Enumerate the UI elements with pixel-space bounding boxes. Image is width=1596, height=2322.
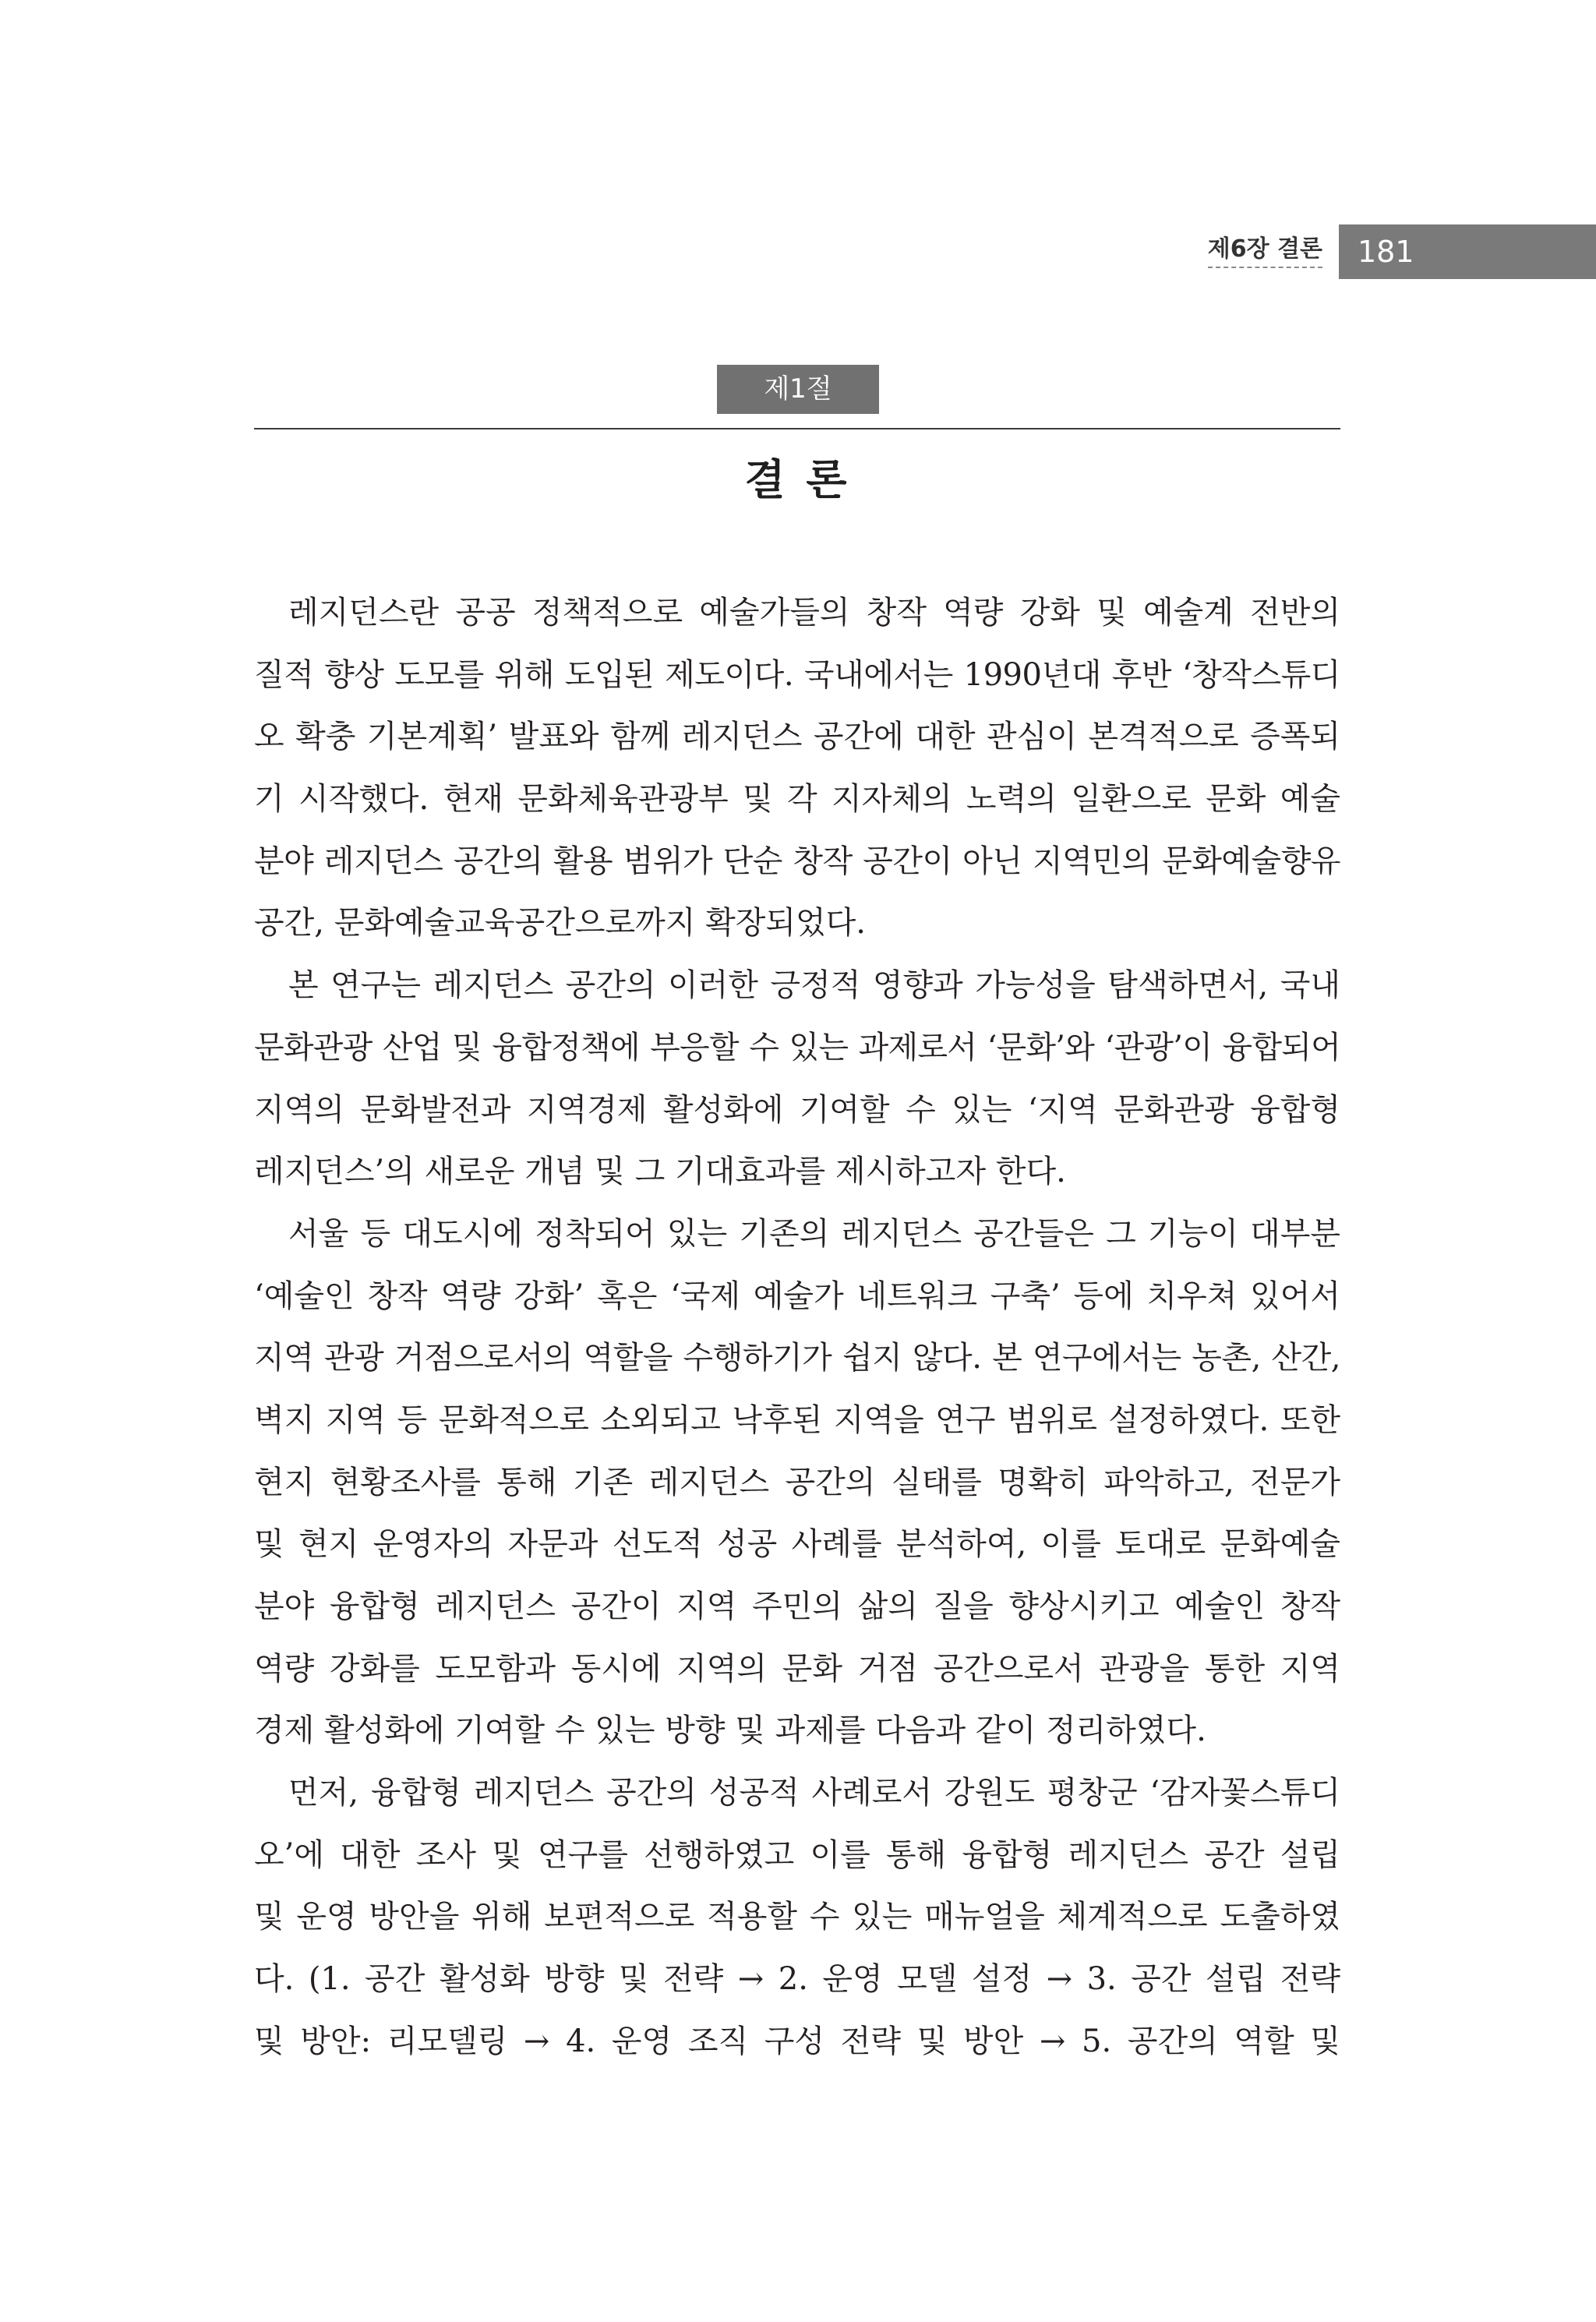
body-line: 먼저, 융합형 레지던스 공간의 성공적 사례로서 강원도 평창군 ‘감자꽃스튜디 (288, 1775, 1340, 1811)
paragraph-1 (254, 582, 1340, 955)
body-line: 기 시작했다. 현재 문화체육관광부 및 각 지자체의 노력의 일환으로 문화 예술 (254, 781, 1340, 818)
section-badge: 제1절 (717, 365, 879, 414)
body-line: 질적 향상 도모를 위해 도입된 제도이다. 국내에서는 1990년대 후반 ‘창작스튜디 (254, 656, 1340, 693)
body-line: 본 연구는 레지던스 공간의 이러한 긍정적 영향과 가능성을 탐색하면서, 국내 (288, 967, 1340, 1004)
chapter-label: 제6장 결론 (1208, 234, 1322, 268)
body-text (254, 582, 1340, 2073)
body-line: 및 현지 운영자의 자문과 선도적 성공 사례를 분석하여, 이를 토대로 문화예술 (254, 1526, 1340, 1563)
body-line: ‘예술인 창작 역량 강화’ 혹은 ‘국제 예술가 네트워크 구축’ 등에 치우쳐 있어서 (254, 1278, 1340, 1314)
page-number-tab (1339, 224, 1596, 279)
body-line: 레지던스란 공공 정책적으로 예술가들의 창작 역량 강화 및 예술계 전반의 (288, 595, 1340, 631)
paragraph-3 (254, 1203, 1340, 1762)
page-number: 181 (1358, 235, 1414, 269)
body-line: 경제 활성화에 기여할 수 있는 방향 및 과제를 다음과 같이 정리하였다. (254, 1712, 1206, 1749)
paragraph-2 (254, 955, 1340, 1203)
rule-divider (254, 428, 1340, 429)
body-line: 및 방안: 리모델링 → 4. 운영 조직 구성 전략 및 방안 → 5. 공간의 역할 및 (254, 2023, 1340, 2059)
body-line: 공간, 문화예술교육공간으로까지 확장되었다. (254, 905, 867, 942)
body-line: 분야 레지던스 공간의 활용 범위가 단순 창작 공간이 아닌 지역민의 문화예술향유 (254, 843, 1340, 879)
body-line: 오 확충 기본계획’ 발표와 함께 레지던스 공간에 대한 관심이 본격적으로 증폭되 (254, 719, 1340, 755)
body-line: 문화관광 산업 및 융합정책에 부응할 수 있는 과제로서 ‘문화’와 ‘관광’이 융합되어 (254, 1029, 1340, 1066)
body-line: 역량 강화를 도모함과 동시에 지역의 문화 거점 공간으로서 관광을 통한 지역 (254, 1650, 1340, 1687)
body-line: 벽지 지역 등 문화적으로 소외되고 낙후된 지역을 연구 범위로 설정하였다. 또한 (254, 1401, 1340, 1438)
body-line: 서울 등 대도시에 정착되어 있는 기존의 레지던스 공간들은 그 기능이 대부분 (288, 1215, 1340, 1252)
body-line: 다. (1. 공간 활성화 방향 및 전략 → 2. 운영 모델 설정 → 3. 공간 설립 전략 (254, 1961, 1340, 1998)
body-line: 및 운영 방안을 위해 보편적으로 적용할 수 있는 매뉴얼을 체계적으로 도출하였 (254, 1899, 1340, 1935)
body-line: 레지던스’의 새로운 개념 및 그 기대효과를 제시하고자 한다. (254, 1154, 1066, 1190)
body-line: 지역 관광 거점으로서의 역할을 수행하기가 쉽지 않다. 본 연구에서는 농촌, 산간, (254, 1340, 1340, 1377)
body-line: 오’에 대한 조사 및 연구를 선행하였고 이를 통해 융합형 레지던스 공간 설립 (254, 1836, 1340, 1873)
body-line: 현지 현황조사를 통해 기존 레지던스 공간의 실태를 명확히 파악하고, 전문가 (254, 1464, 1340, 1500)
section-title: 결 론 (744, 455, 850, 504)
body-line: 지역의 문화발전과 지역경제 활성화에 기여할 수 있는 ‘지역 문화관광 융합형 (254, 1091, 1340, 1128)
paragraph-4 (254, 1762, 1340, 2073)
body-line: 분야 융합형 레지던스 공간이 지역 주민의 삶의 질을 향상시키고 예술인 창작 (254, 1589, 1340, 1624)
